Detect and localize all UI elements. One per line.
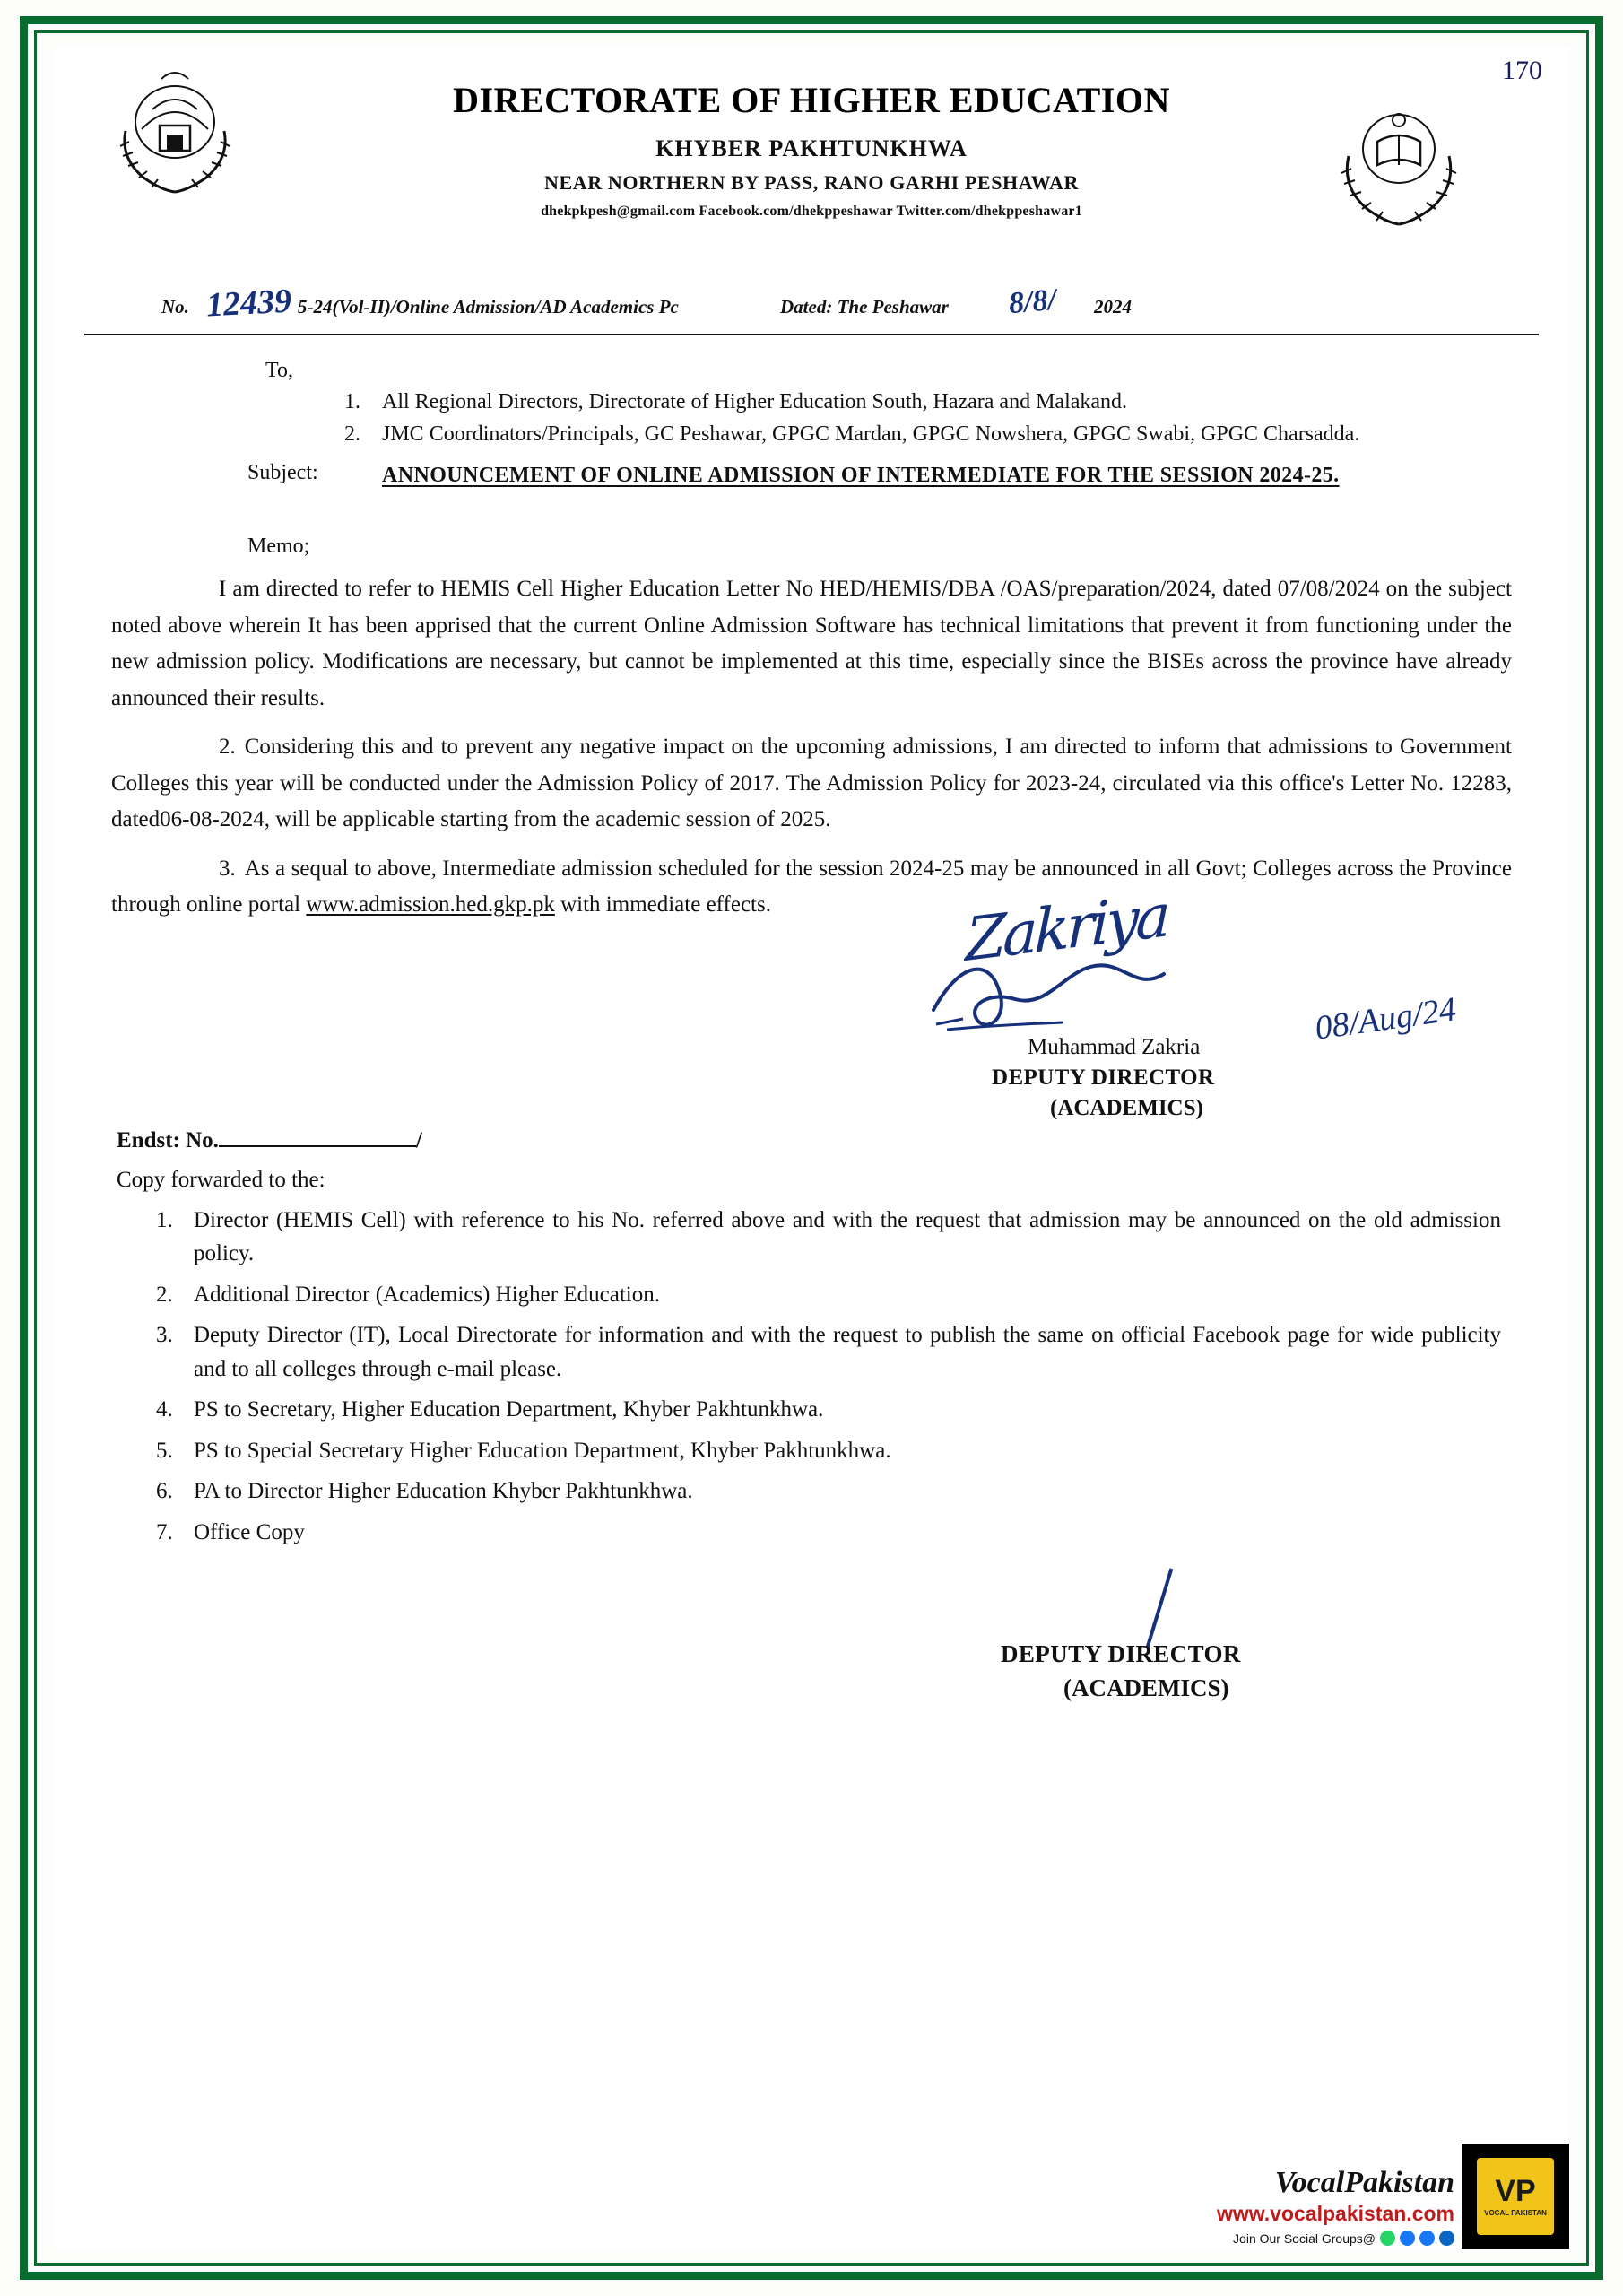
dated-label: Dated: The Peshawar [780, 296, 949, 317]
list-item [156, 1516, 1501, 1550]
list-item [156, 1278, 1501, 1312]
list-item [344, 388, 1537, 417]
endorsement-line [117, 1127, 1537, 1153]
linkedin-icon[interactable] [1439, 2231, 1454, 2246]
list-item [156, 1393, 1501, 1427]
list-item-number: 6. [156, 1479, 173, 1504]
footer-signatory-title: DEPUTY DIRECTOR [1001, 1640, 1241, 1668]
list-item [156, 1318, 1501, 1386]
admission-portal-link[interactable]: www.admission.hed.gkp.pk [306, 892, 555, 918]
endorsement-trailing: / [415, 1127, 422, 1152]
reference-no-handwritten: 12439 [204, 282, 293, 325]
list-item-number: 1. [156, 1207, 173, 1232]
facebook-icon[interactable] [1400, 2231, 1415, 2246]
page-number: 170 [1502, 56, 1542, 85]
footer-signature-mark [1146, 1569, 1174, 1648]
organization-title: DIRECTORATE OF HIGHER EDUCATION [453, 80, 1170, 120]
signatory-department: (ACADEMICS) [1050, 1095, 1203, 1120]
brand-logo-subtitle: VOCAL PAKISTAN [1484, 2209, 1547, 2217]
list-item-text: Additional Director (Academics) Higher Education. [194, 1282, 660, 1307]
list-item-number: 1. [344, 390, 360, 413]
brand-social-row [1217, 2231, 1454, 2246]
date-handwritten: 8/8/ [1007, 283, 1058, 321]
paragraph-3-before-link: As a sequal to above, Intermediate admission scheduled for the session 2024-25 may be announced in all Govt; Colleges across the Province through online portal [111, 856, 1512, 918]
document-sheet [54, 47, 1569, 2249]
footer-signature-block [86, 1576, 1537, 1701]
copy-forwarded-list [86, 1204, 1537, 1550]
brand-logo [1477, 2158, 1554, 2235]
paragraph-3-number: 3. [219, 856, 236, 881]
list-item-text: JMC Coordinators/Principals, GC Peshawar, GPGC Mardan, GPGC Nowshera, GPGC Swabi, GPGC Charsadda. [382, 422, 1360, 446]
addressee-list [86, 388, 1537, 448]
signatory-title: DEPUTY DIRECTOR [992, 1065, 1215, 1090]
document-body [54, 335, 1569, 1701]
list-item-text: PS to Special Secretary Higher Education Department, Khyber Pakhtunkhwa. [194, 1438, 891, 1463]
reference-suffix: 5-24(Vol-II)/Online Admission/AD Academics Pc [298, 296, 679, 317]
list-item-text: Office Copy [194, 1519, 305, 1544]
paragraph-2 [111, 729, 1512, 839]
memo-label: Memo; [247, 535, 310, 559]
signature-date: 08/Aug/24 [1312, 990, 1459, 1048]
list-item-text: PS to Secretary, Higher Education Department, Khyber Pakhtunkhwa. [194, 1397, 824, 1422]
organization-address: NEAR NORTHERN BY PASS, RANO GARHI PESHAWAR [544, 171, 1079, 194]
reference-line [54, 282, 1569, 330]
list-item-number: 7. [156, 1519, 173, 1544]
endorsement-blank[interactable] [219, 1127, 416, 1147]
list-item-text: PA to Director Higher Education Khyber Pakhtunkhwa. [194, 1479, 693, 1504]
list-item-number: 2. [344, 422, 360, 446]
brand-url[interactable]: www.vocalpakistan.com [1216, 2202, 1454, 2225]
list-item-text: Deputy Director (IT), Local Directorate for information and with the request to publish the same on official Facebook page for wide publicity and to all colleges through e-mail please. [194, 1323, 1501, 1381]
copy-forwarded-label: Copy forwarded to the: [117, 1167, 325, 1192]
to-label: To, [265, 359, 293, 382]
list-item-text: All Regional Directors, Directorate of Higher Education South, Hazara and Malakand. [382, 390, 1128, 413]
list-item-number: 3. [156, 1323, 173, 1348]
signature-script: Zakriya [965, 880, 1168, 976]
brand-logo-initials: VP [1495, 2174, 1536, 2208]
brand-name: VocalPakistan [1274, 2166, 1454, 2199]
government-crest-left-icon [108, 59, 242, 194]
reference-no-label: No. [161, 296, 189, 317]
subject-row [86, 461, 1537, 529]
list-item-number: 2. [156, 1282, 173, 1307]
subject-label: Subject: [247, 461, 318, 485]
facebook-group-icon[interactable] [1419, 2231, 1435, 2246]
endorsement-label: Endst: No. [117, 1127, 219, 1152]
letterhead [54, 47, 1569, 271]
brand-join-text: Join Our Social Groups@ [1233, 2231, 1376, 2246]
brand-text-group [1217, 2166, 1454, 2246]
paragraph-1: I am directed to refer to HEMIS Cell Higher Education Letter No HED/HEMIS/DBA /OAS/preparation/2024, dated 07/08/2024 on the subject noted above wherein It has been apprised that the current Online Admission Software has technical limitations that prevent it from functioning under the new admission policy. Modifications are necessary, but cannot be implemented at this time, especially since the BISEs across the province have already announced their results. [111, 577, 1512, 710]
list-item [344, 421, 1537, 449]
government-crest-right-icon [1327, 93, 1471, 228]
list-item [156, 1204, 1501, 1271]
list-item-number: 4. [156, 1397, 173, 1422]
footer-signatory-department: (ACADEMICS) [1063, 1674, 1229, 1702]
organization-contacts: dhekpkpesh@gmail.com Facebook.com/dhekppeshawar Twitter.com/dhekppeshawar1 [541, 204, 1082, 219]
whatsapp-icon[interactable] [1380, 2231, 1395, 2246]
list-item [156, 1434, 1501, 1468]
paragraph-2-text: Considering this and to prevent any negative impact on the upcoming admissions, I am directed to inform that admissions to Government Colleges this year will be conducted under the Admission Policy of 2017. The Admission Policy for 2023-24, circulated via this office's Letter No. 12283, dated06-08-2024, will be applicable starting from the academic session of 2025. [111, 735, 1512, 832]
list-item [156, 1474, 1501, 1509]
organization-province: KHYBER PAKHTUNKHWA [655, 135, 968, 161]
signatory-name: Muhammad Zakria [1028, 1034, 1201, 1059]
brand-logo-box [1462, 2144, 1569, 2249]
date-year: 2024 [1094, 296, 1132, 317]
paragraph-3 [111, 851, 1512, 924]
list-item-text: Director (HEMIS Cell) with reference to his No. referred above and with the request that admission may be announced on the old admission policy. [194, 1207, 1501, 1266]
list-item-number: 5. [156, 1438, 173, 1463]
brand-watermark [1148, 2144, 1569, 2249]
paragraph-3-after-link: with immediate effects. [554, 892, 771, 918]
paragraph-2-number: 2. [219, 735, 236, 760]
subject-text: ANNOUNCEMENT OF ONLINE ADMISSION OF INTERMEDIATE FOR THE SESSION 2024-25. [382, 464, 1340, 488]
